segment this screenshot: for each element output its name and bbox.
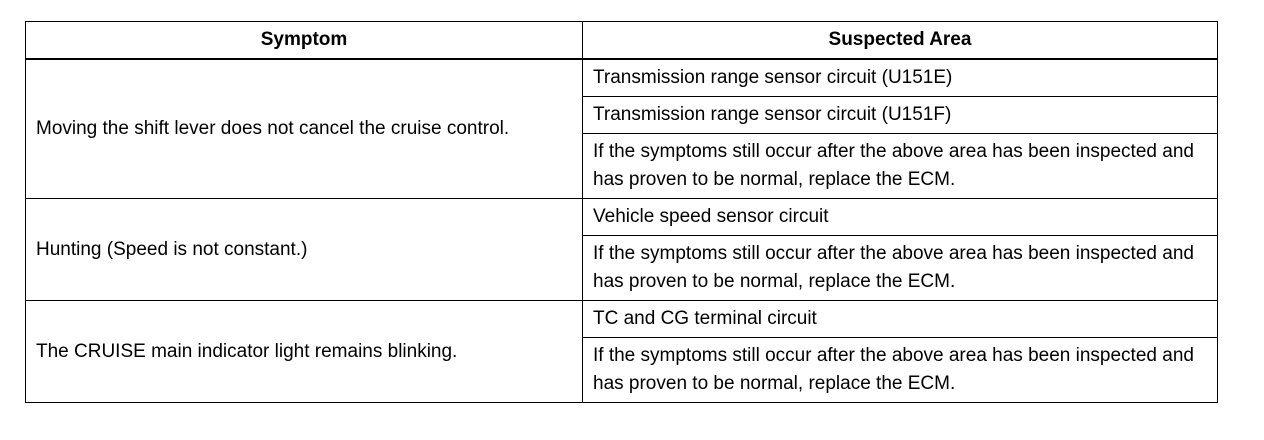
suspected-area-cell: Vehicle speed sensor circuit (583, 199, 1218, 236)
symptom-cell: Moving the shift lever does not cancel the cruise control. (26, 59, 583, 199)
symptom-cell: The CRUISE main indicator light remains blinking. (26, 301, 583, 403)
suspected-area-cell: Transmission range sensor circuit (U151E) (583, 59, 1218, 97)
table-row (26, 59, 1218, 97)
table-row (26, 301, 1218, 338)
suspected-area-cell: Transmission range sensor circuit (U151F) (583, 97, 1218, 134)
suspected-area-cell: If the symptoms still occur after the above area has been inspected and has proven to be normal, replace the ECM. (583, 338, 1218, 403)
suspected-area-cell: If the symptoms still occur after the above area has been inspected and has proven to be normal, replace the ECM. (583, 236, 1218, 301)
header-symptom: Symptom (26, 22, 583, 60)
table-header-row (26, 22, 1218, 60)
suspected-area-cell: If the symptoms still occur after the above area has been inspected and has proven to be normal, replace the ECM. (583, 134, 1218, 199)
symptom-cell: Hunting (Speed is not constant.) (26, 199, 583, 301)
symptom-table (25, 21, 1218, 403)
header-suspected-area: Suspected Area (583, 22, 1218, 60)
table-row (26, 199, 1218, 236)
suspected-area-cell: TC and CG terminal circuit (583, 301, 1218, 338)
